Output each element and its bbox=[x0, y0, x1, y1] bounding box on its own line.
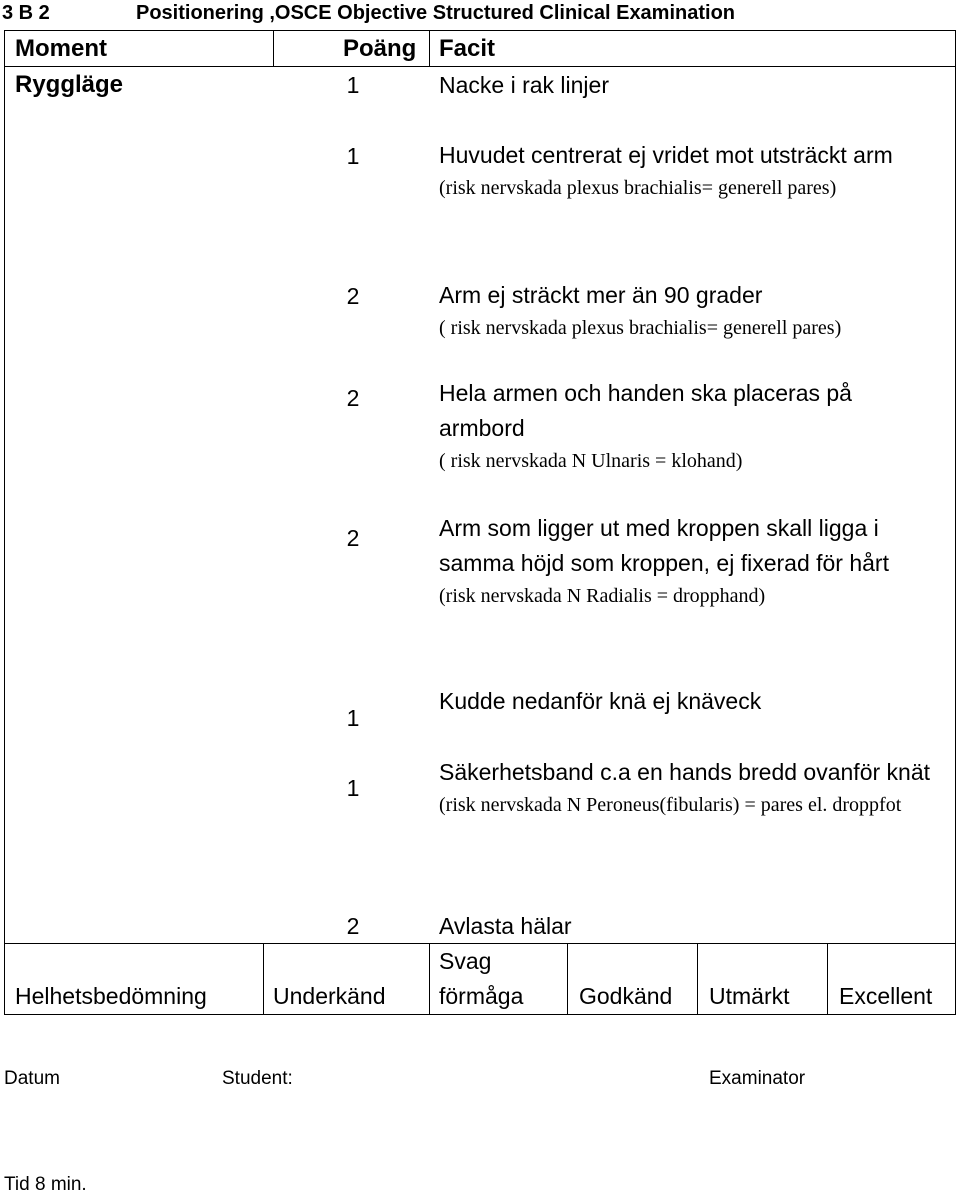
row-points: 1 bbox=[346, 775, 360, 801]
column-divider bbox=[273, 31, 274, 67]
row-points: 1 bbox=[346, 705, 360, 731]
column-header-poang: Poäng bbox=[343, 35, 417, 62]
criterion-text: Avlasta hälar bbox=[439, 913, 572, 939]
criterion-text: Arm ej sträckt mer än 90 grader bbox=[439, 282, 763, 308]
assessment-table bbox=[4, 30, 956, 944]
grade-cell bbox=[827, 944, 955, 1014]
row-points: 1 bbox=[346, 72, 360, 98]
criterion bbox=[439, 376, 914, 476]
examiner-label: Examinator bbox=[709, 1068, 806, 1089]
row-points: 2 bbox=[346, 283, 360, 309]
criterion-text: Arm som ligger ut med kroppen skall ligga i samma höjd som kroppen, ej fixerad för hårt bbox=[439, 515, 889, 576]
grade-cell bbox=[429, 944, 568, 1014]
overall-assessment-row bbox=[4, 943, 956, 1015]
student-label: Student: bbox=[222, 1068, 293, 1089]
criterion-text: Hela armen och handen ska placeras på armbord bbox=[439, 380, 852, 441]
criterion-note: (risk nervskada plexus brachialis= generell pares) bbox=[439, 177, 837, 199]
document-code: 3 B 2 bbox=[2, 2, 50, 24]
criterion bbox=[439, 68, 954, 103]
summary-label-cell bbox=[5, 944, 264, 1014]
header-divider bbox=[5, 66, 955, 67]
criterion bbox=[439, 684, 954, 719]
row-points: 2 bbox=[346, 385, 360, 411]
document-header bbox=[2, 2, 735, 25]
criterion-text: Säkerhetsband c.a en hands bredd ovanför knät bbox=[439, 759, 931, 785]
criterion bbox=[439, 138, 934, 203]
column-header-facit: Facit bbox=[439, 35, 496, 62]
row-points: 2 bbox=[346, 913, 360, 939]
criterion bbox=[439, 755, 944, 820]
grade-utmarkt: Utmärkt bbox=[709, 983, 790, 1009]
criterion-note: (risk nervskada N Radialis = dropphand) bbox=[439, 585, 766, 607]
grade-cell bbox=[263, 944, 430, 1014]
criterion-text: Huvudet centrerat ej vridet mot utsträckt arm bbox=[439, 142, 893, 168]
grade-underkand: Underkänd bbox=[273, 983, 386, 1009]
criterion-note: ( risk nervskada plexus brachialis= generell pares) bbox=[439, 317, 842, 339]
criterion-text: Kudde nedanför knä ej knäveck bbox=[439, 688, 762, 714]
criterion bbox=[439, 278, 954, 343]
grade-cell bbox=[697, 944, 828, 1014]
column-divider bbox=[429, 31, 430, 67]
criterion-note: (risk nervskada N Peroneus(fibularis) = pares el. droppfot bbox=[439, 794, 902, 816]
row-points: 1 bbox=[346, 143, 360, 169]
summary-label: Helhetsbedömning bbox=[15, 983, 207, 1009]
grade-godkand: Godkänd bbox=[579, 983, 673, 1009]
date-label: Datum bbox=[4, 1068, 60, 1089]
criterion bbox=[439, 909, 954, 944]
row-points: 2 bbox=[346, 525, 360, 551]
criterion bbox=[439, 511, 951, 611]
document-title: Positionering ,OSCE Objective Structured Clinical Examination bbox=[136, 2, 736, 24]
time-limit: Tid 8 min. bbox=[4, 1174, 87, 1195]
section-label: Ryggläge bbox=[15, 71, 124, 98]
criterion-note: ( risk nervskada N Ulnaris = klohand) bbox=[439, 450, 743, 472]
criterion-text: Nacke i rak linjer bbox=[439, 72, 609, 98]
grade-svag-formaga: Svag förmåga bbox=[439, 948, 524, 1009]
grade-cell bbox=[567, 944, 698, 1014]
grade-excellent: Excellent bbox=[839, 983, 933, 1009]
column-header-moment: Moment bbox=[15, 35, 107, 62]
